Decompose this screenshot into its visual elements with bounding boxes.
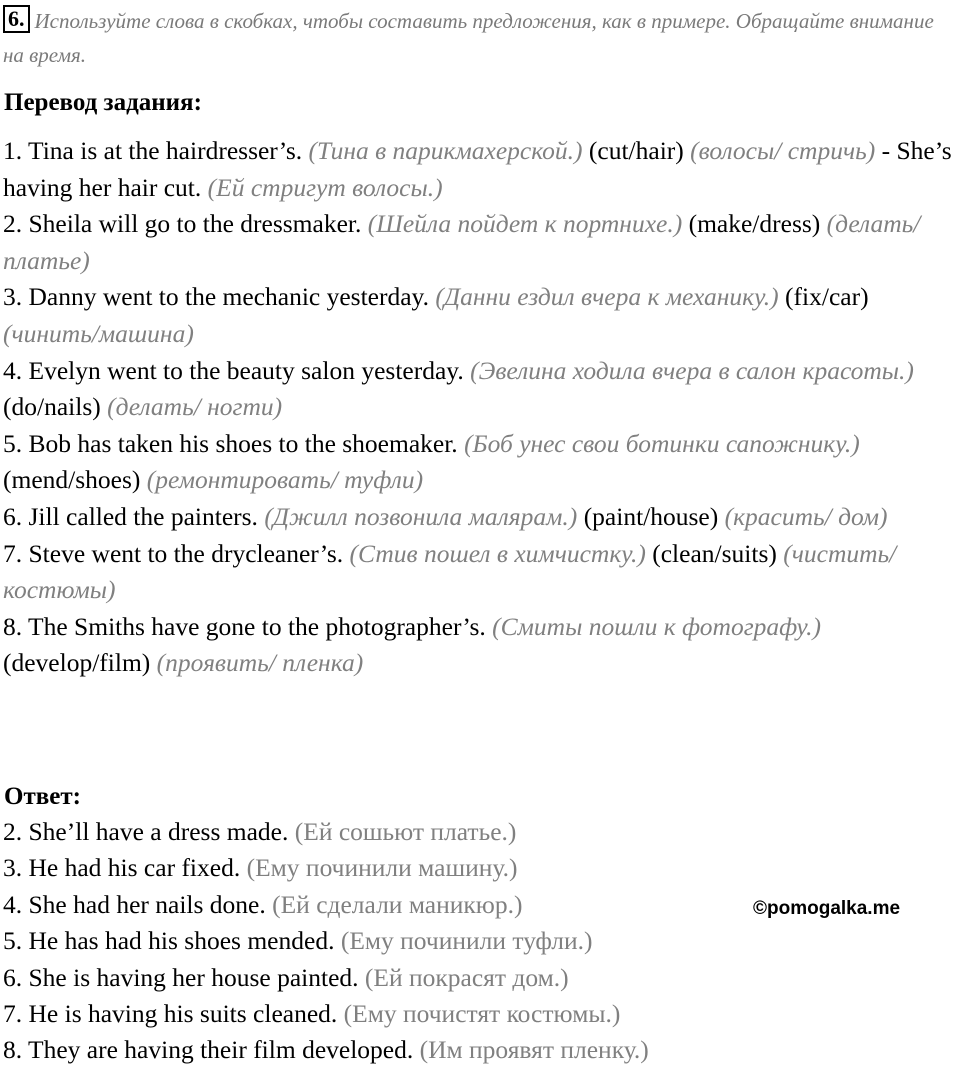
answer-item xyxy=(3,923,953,959)
sentence-words: (develop/film) xyxy=(3,648,151,678)
sentence-example: - She’s having her hair cut. xyxy=(3,136,952,202)
sentence-item xyxy=(3,426,953,499)
sentence-ru: (Эвелина ходила вчера в салон красоты.) xyxy=(470,355,914,385)
sentence-ru: (Смиты пошли к фотографу.) xyxy=(492,611,822,641)
sentence-item xyxy=(3,536,953,609)
sentence-words: (paint/house) xyxy=(583,501,719,531)
answer-en: 2. She’ll have a dress made. xyxy=(3,817,289,846)
sentence-words: (clean/suits) xyxy=(652,538,777,568)
answer-ru: (Ему починили туфли.) xyxy=(340,926,593,956)
sentence-item xyxy=(3,206,953,279)
sentence-en: 1. Tina is at the hairdresser’s. xyxy=(3,136,303,165)
sentence-en: 7. Steve went to the drycleaner’s. xyxy=(3,538,344,568)
answer-en: 7. He is having his suits cleaned. xyxy=(3,999,338,1029)
answer-item xyxy=(3,1032,953,1068)
sentence-ru: (Стив пошел в химчистку.) xyxy=(349,538,646,568)
answer-en: 5. He has had his shoes mended. xyxy=(3,926,335,956)
sentence-en: 3. Danny went to the mechanic yesterday. xyxy=(3,282,430,312)
answer-en: 4. She had her nails done. xyxy=(3,889,266,919)
sentence-ru: (Данни ездил вчера к механику.) xyxy=(435,282,779,312)
answer-item xyxy=(3,814,953,850)
sentence-example-ru: (Ей стригут волосы.) xyxy=(207,172,443,202)
sentence-words-ru: (проявить/ пленка) xyxy=(156,648,364,678)
sentence-words-ru: (чинить/машина) xyxy=(3,318,194,348)
answer-en: 3. He had his car fixed. xyxy=(3,853,241,883)
answer-list xyxy=(3,814,953,1069)
answer-ru: (Ему почистят костюмы.) xyxy=(343,999,621,1029)
answer-ru: (Им проявят пленку.) xyxy=(419,1035,649,1065)
sentence-item xyxy=(3,499,953,536)
answer-item xyxy=(3,996,953,1032)
task-header xyxy=(3,4,953,72)
sentence-item xyxy=(3,133,953,206)
answer-item xyxy=(3,850,953,886)
sentence-ru: (Тина в парикмахерской.) xyxy=(308,136,583,165)
sentence-words: (fix/car) xyxy=(785,282,869,312)
sentence-en: 8. The Smiths have gone to the photographer’s. xyxy=(3,611,486,641)
task-number: 6. xyxy=(3,5,30,33)
answer-en: 8. They are having their film developed. xyxy=(3,1035,414,1065)
sentence-words: (do/nails) xyxy=(3,392,101,422)
answer-ru: (Ей покрасят дом.) xyxy=(364,962,569,992)
sentence-item xyxy=(3,279,953,352)
sentence-words-ru: (волосы/ стричь) xyxy=(690,136,876,165)
sentence-words: (make/dress) xyxy=(688,209,821,239)
sentence-en: 4. Evelyn went to the beauty salon yesterday. xyxy=(3,355,464,385)
sentence-ru: (Боб унес свои ботинки сапожнику.) xyxy=(464,428,860,458)
sentence-item xyxy=(3,609,953,682)
sentence-words: (mend/shoes) xyxy=(3,465,141,495)
sentence-en: 5. Bob has taken his shoes to the shoemaker. xyxy=(3,428,458,458)
sentence-list xyxy=(3,133,953,682)
answer-item xyxy=(3,960,953,996)
answer-en: 6. She is having her house painted. xyxy=(3,962,359,992)
sentence-en: 6. Jill called the painters. xyxy=(3,501,258,531)
answer-ru: (Ему починили машину.) xyxy=(246,853,518,883)
sentence-item xyxy=(3,353,953,426)
sentence-en: 2. Sheila will go to the dressmaker. xyxy=(3,209,362,239)
sentence-words-ru: (делать/ ногти) xyxy=(107,392,283,422)
sentence-words-ru: (делать/ платье) xyxy=(3,209,921,275)
sentence-ru: (Джилл позвонила малярам.) xyxy=(264,501,578,531)
sentence-words-ru: (красить/ дом) xyxy=(724,501,888,531)
sentence-words: (cut/hair) xyxy=(588,136,684,165)
answer-heading: Ответ: xyxy=(4,783,81,810)
watermark: ©pomogalka.me xyxy=(753,898,901,919)
sentence-words-ru: (чистить/ костюмы) xyxy=(3,538,897,605)
translation-heading: Перевод задания: xyxy=(4,89,202,116)
answer-ru: (Ей сошьют платье.) xyxy=(294,817,517,846)
task-instruction: Используйте слова в скобках, чтобы составить предложения, как в примере. Обращайте внимание на время. xyxy=(3,9,934,67)
sentence-ru: (Шейла пойдет к портнихе.) xyxy=(367,209,683,239)
answer-ru: (Ей сделали маникюр.) xyxy=(272,889,523,919)
sentence-words-ru: (ремонтировать/ туфли) xyxy=(146,465,424,495)
